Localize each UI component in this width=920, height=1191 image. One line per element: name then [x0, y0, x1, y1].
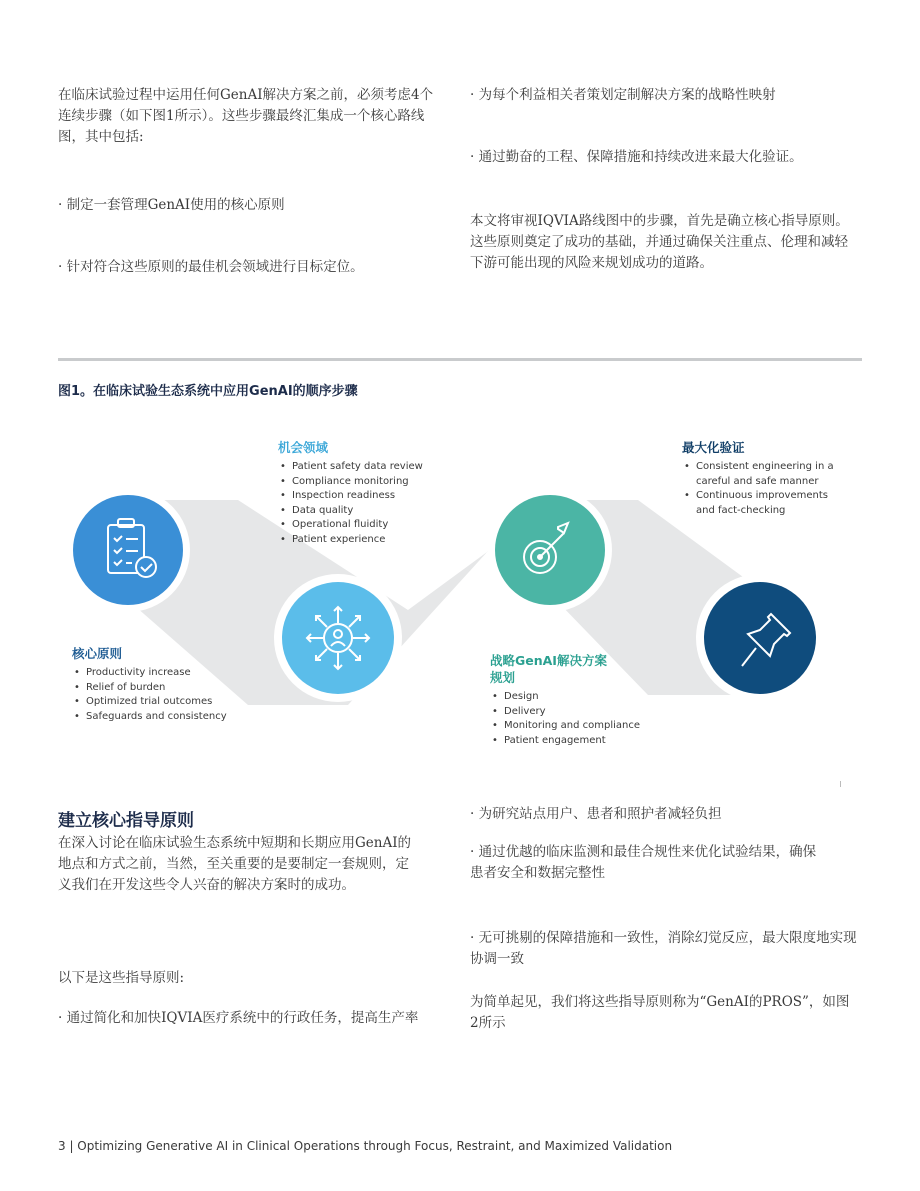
list-item: • Monitoring and compliance: [490, 719, 690, 734]
step3-heading: 战略GenAI解决方案 规划: [490, 653, 607, 685]
step4-list: [682, 460, 842, 518]
intro-right-paragraph: 本文将审视IQVIA路线图中的步骤，首先是确立核心指导原则。这些原则奠定了成功的基础，并通过确保关注重点、伦理和减轻下游可能出现的风险来规划成功的道路。: [470, 213, 849, 271]
list-item: • Patient safety data review: [278, 460, 518, 475]
list-item: • Optimized trial outcomes: [72, 695, 272, 710]
figure-mark: [840, 781, 841, 787]
intro-bullet-mapping: · 为每个利益相关者策划定制解决方案的战略性映射: [470, 87, 776, 103]
step1-node: [66, 488, 190, 612]
section-lead: 以下是这些指导原则:: [58, 970, 185, 986]
section-bullet-productivity: · 通过简化和加快IQVIA医疗系统中的行政任务，提高生产率: [58, 1010, 419, 1026]
section-bullet-safeguards: · 无可挑剔的保障措施和一致性，消除幻觉反应，最大限度地实现协调一致: [470, 930, 857, 967]
list-item: • Patient experience: [278, 533, 518, 548]
list-item: • Delivery: [490, 705, 690, 720]
section-bullet-burden: · 为研究站点用户、患者和照护者减轻负担: [470, 806, 722, 822]
intro-paragraph: 在临床试验过程中运用任何GenAI解决方案之前，必须考虑4个连续步骤（如下图1所示）。这些步骤最终汇集成一个核心路线图，其中包括:: [58, 87, 434, 145]
roadmap-diagram: [58, 420, 862, 780]
list-item: • Patient engagement: [490, 734, 690, 749]
list-item: • Operational fluidity: [278, 518, 518, 533]
list-item: • Consistent engineering in a careful and safe manner: [682, 460, 842, 489]
step1-heading: 核心原则: [72, 646, 123, 661]
list-item: • Compliance monitoring: [278, 475, 518, 490]
step2-list: [278, 460, 518, 547]
list-item: • Relief of burden: [72, 681, 272, 696]
step3-label: [490, 652, 690, 748]
list-item: • Productivity increase: [72, 666, 272, 681]
section-paragraph: 在深入讨论在临床试验生态系统中短期和长期应用GenAI的地点和方式之前，当然，至关重要的是要制定一套规则，定义我们在开发这些令人兴奋的解决方案时的成功。: [58, 835, 412, 893]
step1-label: [72, 644, 272, 724]
step4-label: [682, 438, 842, 518]
step4-heading: 最大化验证: [682, 440, 745, 455]
intro-bullet-targeting: · 针对符合这些原则的最佳机会领域进行目标定位。: [58, 259, 364, 275]
section-divider: [58, 358, 862, 361]
figure-title: 图1。在临床试验生态系统中应用GenAI的顺序步骤: [58, 384, 358, 399]
network-person-icon: [307, 607, 369, 669]
step2-node: [274, 574, 402, 702]
list-item: • Design: [490, 690, 690, 705]
list-item: • Safeguards and consistency: [72, 710, 272, 725]
intro-bullet-principles: · 制定一套管理GenAI使用的核心原则: [58, 197, 285, 213]
step3-list: [490, 690, 690, 748]
step2-label: [278, 438, 518, 547]
section-heading: 建立核心指导原则: [58, 811, 194, 831]
step1-list: [72, 666, 272, 724]
list-item: • Inspection readiness: [278, 489, 518, 504]
list-item: • Data quality: [278, 504, 518, 519]
section-bullet-outcomes: · 通过优越的临床监测和最佳合规性来优化试验结果，确保患者安全和数据完整性: [470, 844, 817, 881]
intro-bullet-validation: · 通过勤奋的工程、保障措施和持续改进来最大化验证。: [470, 149, 803, 165]
list-item: • Continuous improvements and fact-checking: [682, 489, 842, 518]
step2-heading: 机会领域: [278, 440, 329, 455]
page-footer: 3 | Optimizing Generative AI in Clinical Operations through Focus, Restraint, and Maximized Validation: [58, 1139, 673, 1153]
step4-node: [696, 574, 824, 702]
section-closing: 为简单起见，我们将这些指导原则称为“GenAI的PROS”，如图2所示: [470, 994, 850, 1031]
